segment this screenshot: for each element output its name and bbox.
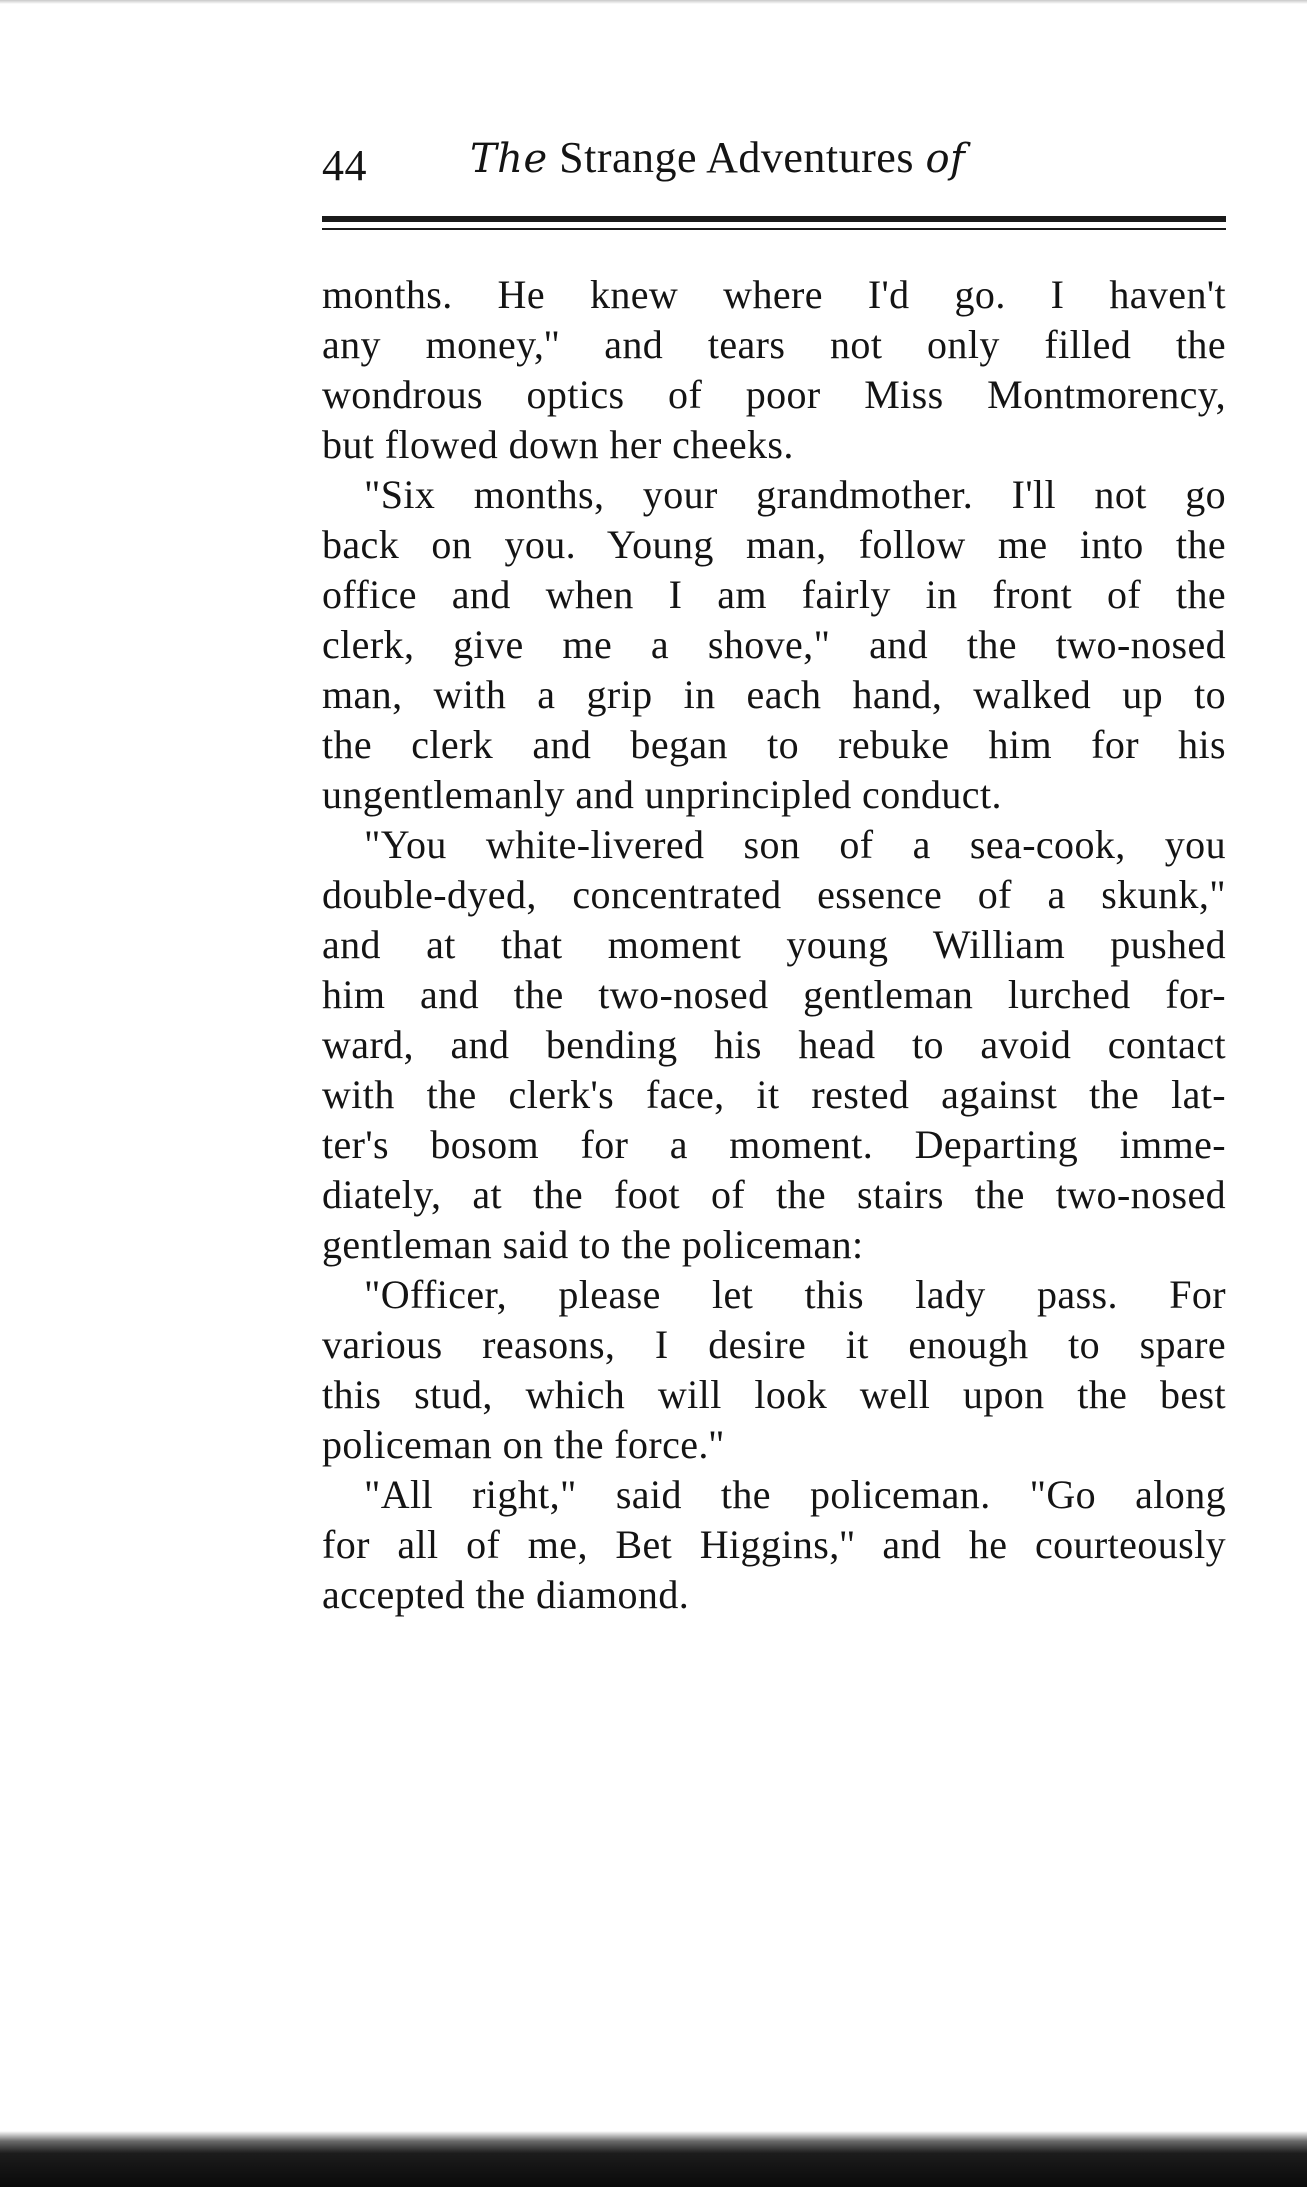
paragraph	[322, 270, 1226, 470]
running-head	[322, 130, 1226, 190]
text-line: wondrous optics of poor Miss Montmorency,	[322, 372, 1226, 417]
title-of: of	[925, 136, 966, 182]
paragraph	[322, 1270, 1226, 1470]
text-line: back on you. Young man, follow me into the	[322, 522, 1226, 567]
title-main: Strange Adventures	[559, 133, 914, 182]
header-rule-thick	[322, 216, 1226, 222]
text-line: policeman on the force.''	[322, 1422, 725, 1467]
text-line: office and when I am fairly in front of the	[322, 572, 1226, 617]
text-line: and at that moment young William pushed	[322, 922, 1226, 967]
body-text	[322, 270, 1226, 1620]
running-title	[470, 130, 965, 187]
text-line: various reasons, I desire it enough to spare	[322, 1322, 1226, 1367]
page-bottom-edge	[0, 2131, 1307, 2187]
text-line: him and the two-nosed gentleman lurched for-	[322, 972, 1226, 1017]
text-line: "Officer, please let this lady pass. For	[364, 1272, 1226, 1317]
text-line: diately, at the foot of the stairs the two-nosed	[322, 1172, 1226, 1217]
text-line: "You white-livered son of a sea-cook, you	[364, 822, 1226, 867]
text-line: gentleman said to the policeman:	[322, 1222, 864, 1267]
page-number: 44	[322, 141, 367, 190]
text-line: ward, and bending his head to avoid contact	[322, 1022, 1226, 1067]
text-line: ungentlemanly and unprincipled conduct.	[322, 772, 1002, 817]
text-line: ter's bosom for a moment. Departing imme-	[322, 1122, 1226, 1167]
text-line: double-dyed, concentrated essence of a skunk,"	[322, 872, 1226, 917]
paragraph	[322, 820, 1226, 1270]
text-line: "Six months, your grandmother. I'll not go	[364, 472, 1226, 517]
text-line: any money,'' and tears not only filled the	[322, 322, 1226, 367]
paragraph	[322, 1470, 1226, 1620]
text-line: clerk, give me a shove," and the two-nosed	[322, 622, 1226, 667]
text-line: with the clerk's face, it rested against the lat-	[322, 1072, 1226, 1117]
page-top-edge	[0, 0, 1307, 4]
text-line: this stud, which will look well upon the best	[322, 1372, 1226, 1417]
paragraph	[322, 470, 1226, 820]
title-the: The	[470, 136, 548, 182]
text-line: months. He knew where I'd go. I haven't	[322, 272, 1226, 317]
text-line: "All right," said the policeman. "Go along	[364, 1472, 1226, 1517]
text-line: for all of me, Bet Higgins,'' and he courteously	[322, 1522, 1226, 1567]
header-rule-thin	[322, 228, 1226, 230]
text-line: the clerk and began to rebuke him for his	[322, 722, 1226, 767]
text-line: but flowed down her cheeks.	[322, 422, 794, 467]
book-page	[322, 130, 1226, 1620]
text-line: accepted the diamond.	[322, 1572, 690, 1617]
text-line: man, with a grip in each hand, walked up to	[322, 672, 1226, 717]
